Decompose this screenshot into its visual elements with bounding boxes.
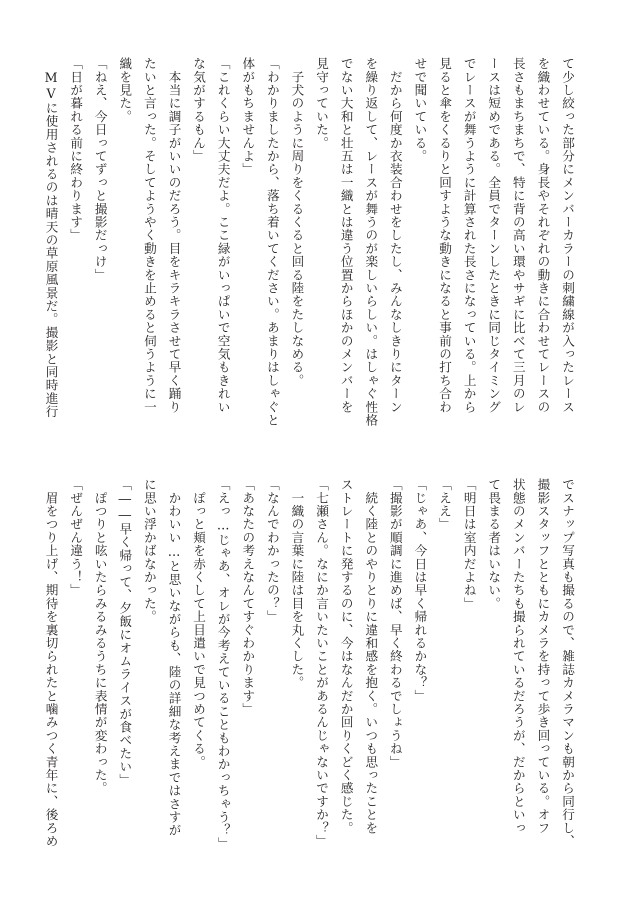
upper-text-line: 本当に調子がいいのだろう。目をキラキラさせて早く踊り: [166, 57, 182, 414]
lower-text-line: 「――早く帰って、夕飯にオムライスが食べたい」: [117, 478, 133, 787]
lower-text-line: 状態のメンバーたちも撮られているだろうが、だからといっ: [510, 478, 526, 835]
lower-text-line: 眉をつり上げ、期待を裏切られたと噛みつく青年に、後ろめ: [43, 478, 59, 848]
lower-text-line: 「えっ…じゃあ、オレが今考えていることもわかっちゃう？」: [215, 478, 231, 850]
lower-text-line: 「じゃあ、今日は早く帰れるかな？」: [412, 478, 428, 703]
upper-text-line: て少し絞った部分にメンバーカラーの刺繍線が入ったレース: [560, 57, 575, 414]
lower-text-line: て畏まる者はいない。: [486, 478, 502, 610]
lower-text-line: 続く陸とのやりとりに違和感を抱く。いつも思ったことを: [363, 478, 379, 835]
lower-text-line: 「ぜんぜん違う！」: [68, 478, 84, 597]
upper-text-line: 「これくらい大丈夫だよ。ここ緑がいっぱいで空気もきれい: [215, 57, 231, 414]
upper-text-line: ースは短めである。全員でターンしたときに同じタイミング: [486, 57, 502, 414]
upper-text-line: 見守っていた。: [314, 57, 330, 150]
lower-text-block: [34, 478, 579, 850]
upper-text-line: でレースが舞うように計算された長さになっている。上から: [461, 57, 477, 414]
upper-text-block: [34, 57, 579, 429]
lower-text-line: 一織の言葉に陸は目を丸くした。: [289, 478, 305, 690]
upper-text-line: を繰り返して、レースが舞うのが楽しいらしい。はしゃぐ性格: [363, 57, 379, 427]
lower-text-line: ぽつりと呟いたらみるみるうちに表情が変わった。: [92, 478, 108, 795]
lower-text-line: かわいい…と思いながらも、陸の詳細な考えまではさすが: [166, 478, 182, 837]
upper-text-line: せで聞いている。: [412, 57, 428, 163]
lower-text-line: ぽっと頬を赤くして上目遣いで見つめてくる。: [191, 478, 207, 769]
upper-text-line: でない大和と壮五は一織とは違う位置からほかのメンバーを: [338, 57, 354, 414]
lower-text-line: に思い浮かばなかった。: [141, 478, 157, 624]
upper-text-line: 見ると傘をくるりと回すような動きになると事前の打ち合わ: [437, 57, 453, 414]
lower-text-line: 「七瀬さん。なにか言いたいことがあるんじゃないですか？」: [314, 478, 330, 848]
lower-text-line: 「撮影が順調に進めば、早く終わるでしょうね」: [387, 478, 403, 769]
upper-text-line: 長さもまちまちで、特に背の高い環やサギに比べて三月のレ: [510, 57, 526, 414]
lower-text-line: 「なんでわかったの？」: [264, 478, 280, 624]
upper-text-line: 体がもちませんよ」: [240, 57, 256, 176]
upper-text-line: 子犬のように周りをくるくると回る陸をたしなめる。: [289, 57, 305, 387]
lower-text-line: ストレートに発するのに、今はなんだか回りくどく感じた。: [338, 478, 354, 835]
upper-text-line: 「わかりましたから、落ち着いてください。あまりはしゃぐと: [264, 57, 280, 427]
upper-text-line: 「日が暮れる前に終わります」: [68, 57, 84, 242]
upper-text-line: たいと言った。そしてようやく動きを止めると伺うように一: [141, 57, 157, 414]
lower-text-line: 「明日は室内だよね」: [461, 478, 477, 610]
lower-text-line: 撮影スタッフとともにカメラを持って歩き回っている。オフ: [535, 478, 551, 835]
lower-text-line: 「あなたの考えなんてすぐわかります」: [240, 478, 256, 716]
upper-text-line: な気がするもん」: [191, 57, 207, 163]
upper-text-line: 織を見た。: [117, 57, 133, 123]
upper-text-line: 「ねえ、今日ってずっと撮影だっけ」: [92, 57, 108, 282]
upper-text-line: だから何度か衣装合わせをしたし、みんなしきりにターン: [387, 57, 403, 414]
upper-text-line: を織わせている。身長やそれぞれの動きに合わせてレースの: [535, 57, 551, 414]
lower-text-line: でスナップ写真も撮るので、雑誌カメラマンも朝から同行し、: [560, 478, 575, 848]
upper-text-line: MVに使用されるのは晴天の草原風景だ。撮影と同時進行: [43, 57, 59, 419]
lower-text-line: 「ええ」: [437, 478, 453, 531]
